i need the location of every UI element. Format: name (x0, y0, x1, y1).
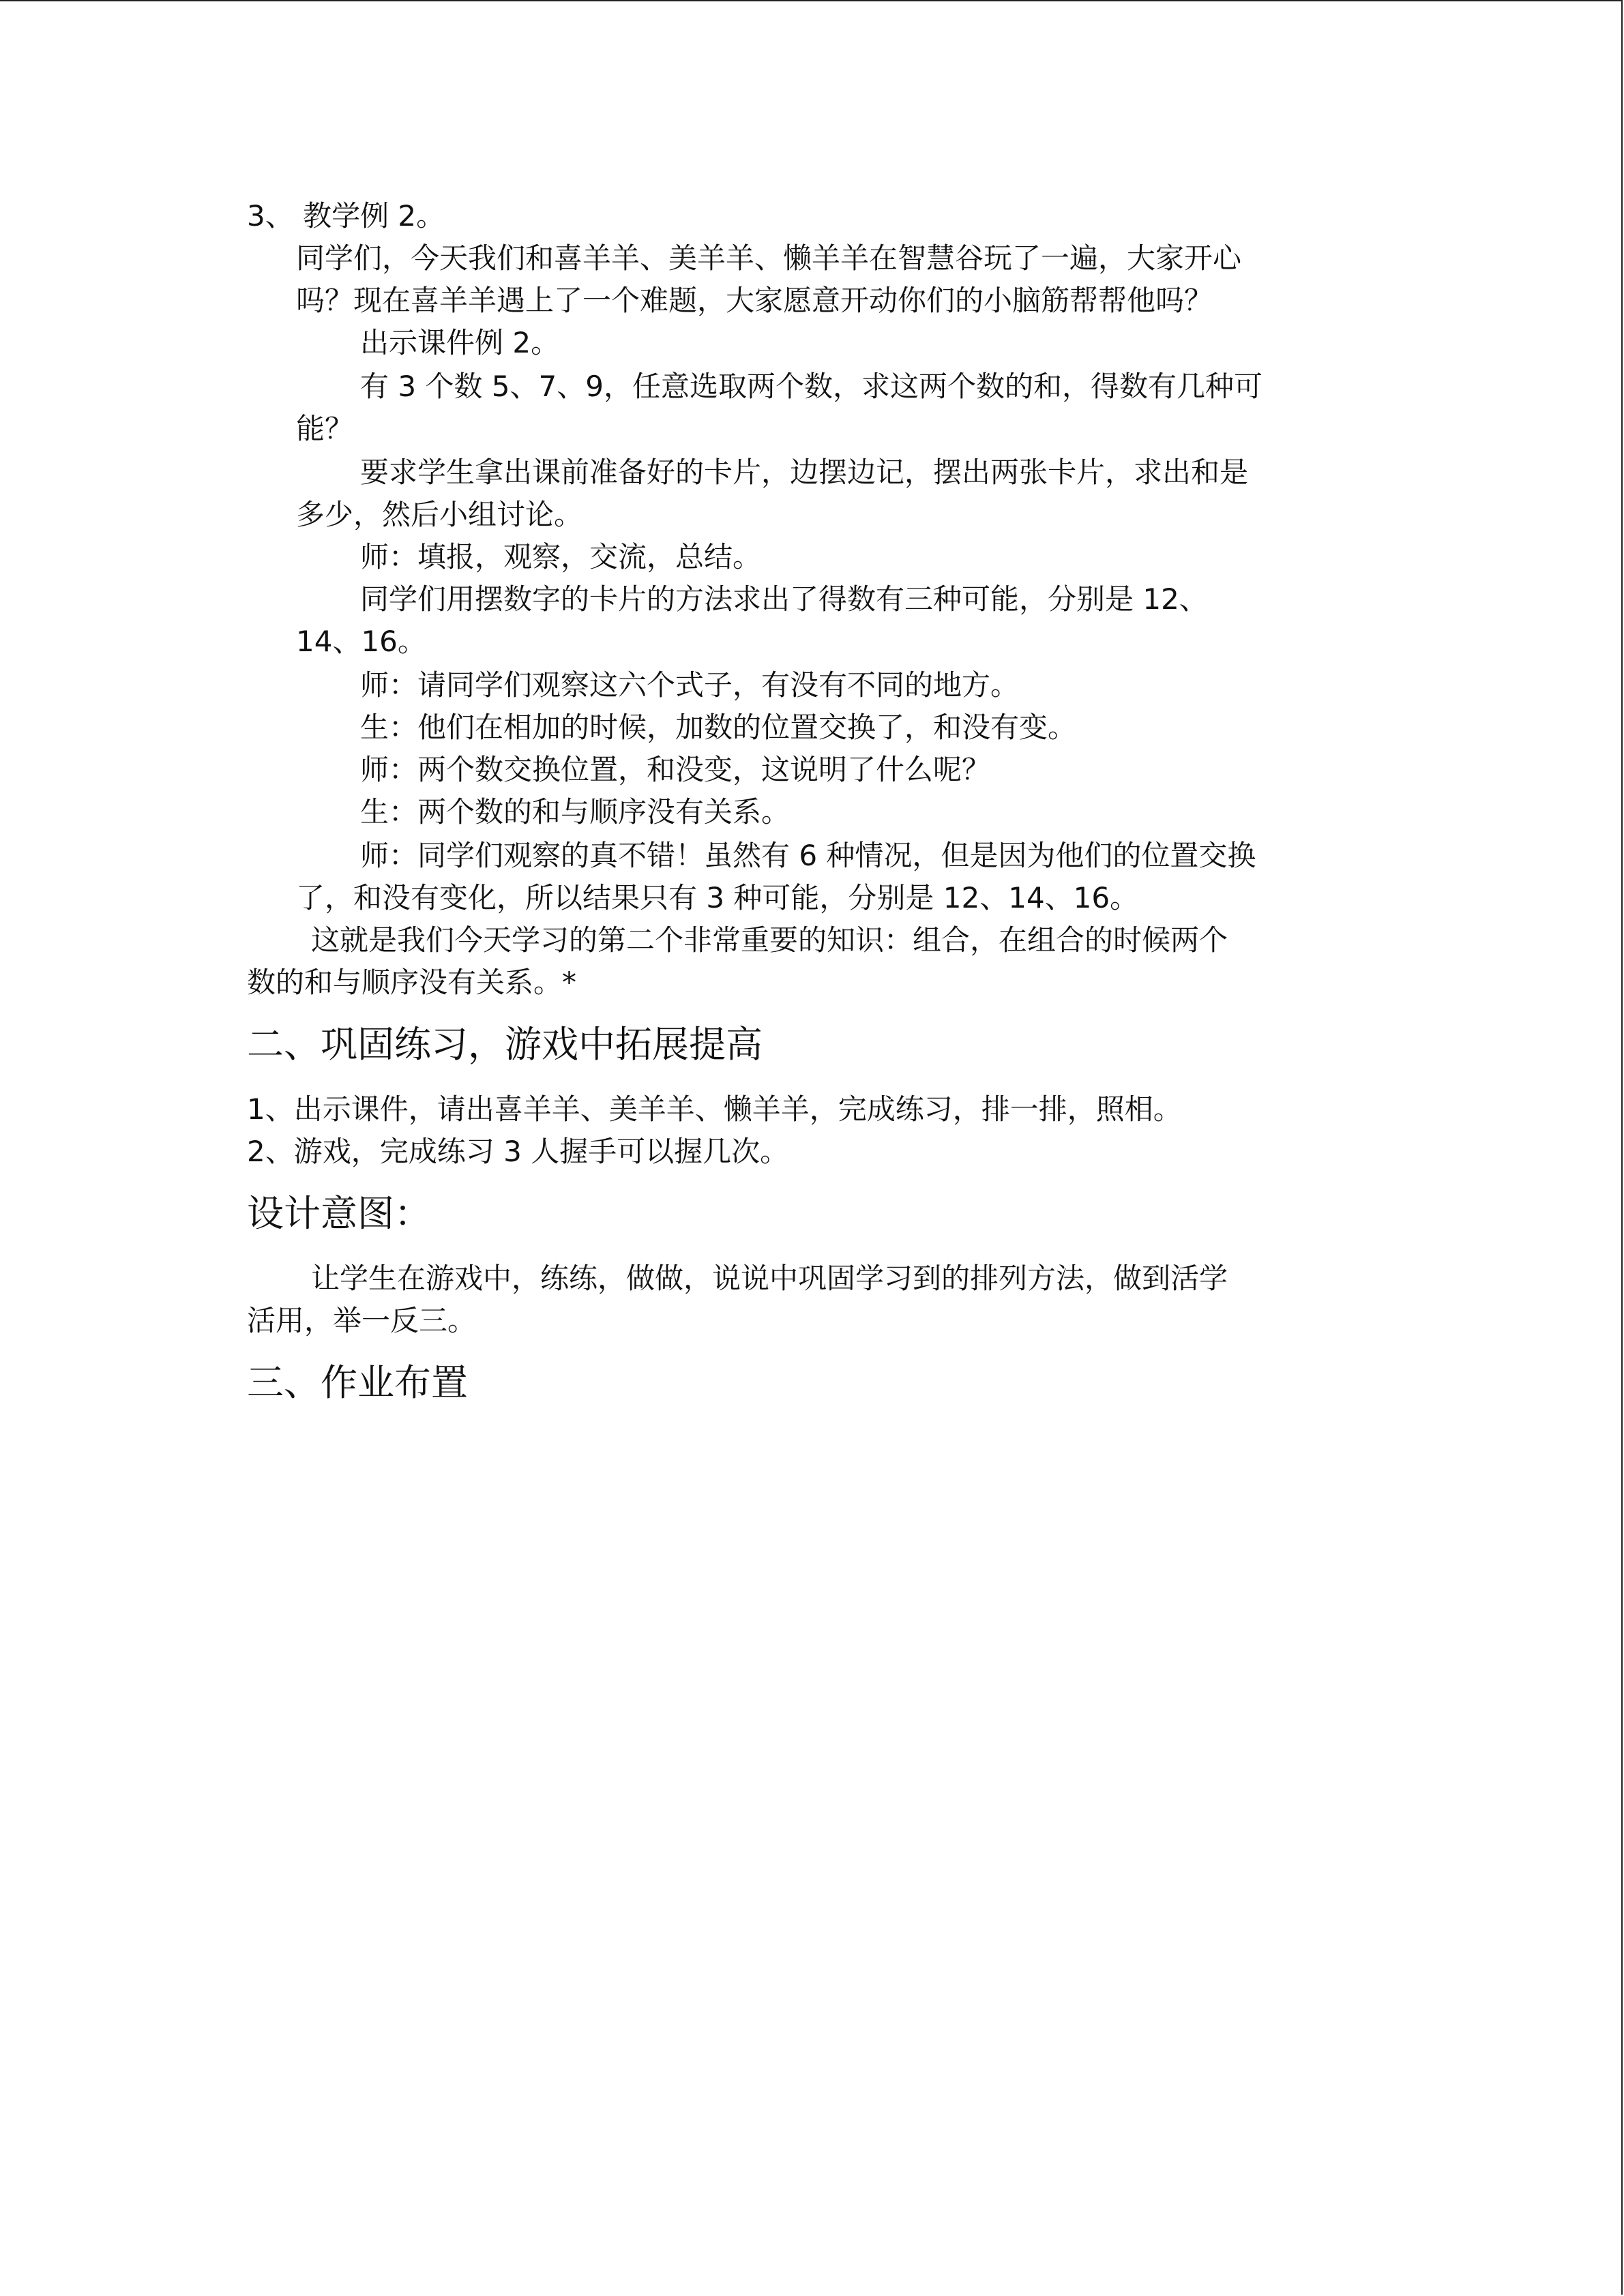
paragraph-line: 这就是我们今天学习的第二个非常重要的知识：组合，在组合的时候两个 (311, 923, 1228, 957)
paragraph-line: 师：同学们观察的真不错！虽然有 6 种情况，但是因为他们的位置交换 (360, 839, 1256, 872)
paragraph-line: 数的和与顺序没有关系。* (247, 966, 577, 999)
paragraph-line: 多少，然后小组讨论。 (296, 498, 583, 531)
paragraph-line: 14、16。 (296, 625, 426, 658)
paragraph-line: 了，和没有变化，所以结果只有 3 种可能，分别是 12、14、16。 (296, 881, 1139, 914)
paragraph-line: 出示课件例 2。 (360, 326, 560, 359)
paragraph-line: 师：填报，观察，交流，总结。 (360, 540, 762, 573)
list-item: 1、出示课件，请出喜羊羊、美羊羊、懒羊羊，完成练习，排一排，照相。 (247, 1092, 1182, 1126)
paragraph-line: 生：两个数的和与顺序没有关系。 (360, 795, 791, 829)
section-heading: 设计意图： (247, 1192, 431, 1235)
paragraph-line: 活用，举一反三。 (247, 1304, 477, 1337)
section-title: 3、 教学例 2。 (247, 199, 445, 233)
paragraph-line: 能？ (296, 412, 354, 445)
section-heading: 三、作业布置 (247, 1361, 468, 1404)
paragraph-line: 师：两个数交换位置，和没变，这说明了什么呢？ (360, 753, 991, 786)
list-item: 2、游戏，完成练习 3 人握手可以握几次。 (247, 1135, 789, 1168)
paragraph-line: 让学生在游戏中，练练，做做，说说中巩固学习到的排列方法，做到活学 (311, 1262, 1228, 1295)
paragraph-line: 同学们，今天我们和喜羊羊、美羊羊、懒羊羊在智慧谷玩了一遍，大家开心 (296, 241, 1242, 275)
section-heading: 二、巩固练习，游戏中拓展提高 (247, 1023, 763, 1066)
paragraph-line: 要求学生拿出课前准备好的卡片，边摆边记，摆出两张卡片，求出和是 (360, 456, 1249, 489)
paragraph-line: 同学们用摆数字的卡片的方法求出了得数有三种可能，分别是 12、 (360, 582, 1208, 616)
paragraph-line: 师：请同学们观察这六个式子，有没有不同的地方。 (360, 668, 1020, 702)
paragraph-line: 生：他们在相加的时候，加数的位置交换了，和没有变。 (360, 711, 1077, 744)
paragraph-line: 有 3 个数 5、7、9，任意选取两个数，求这两个数的和，得数有几种可 (360, 370, 1263, 403)
paragraph-line: 吗？现在喜羊羊遇上了一个难题，大家愿意开动你们的小脑筋帮帮他吗？ (296, 284, 1213, 317)
